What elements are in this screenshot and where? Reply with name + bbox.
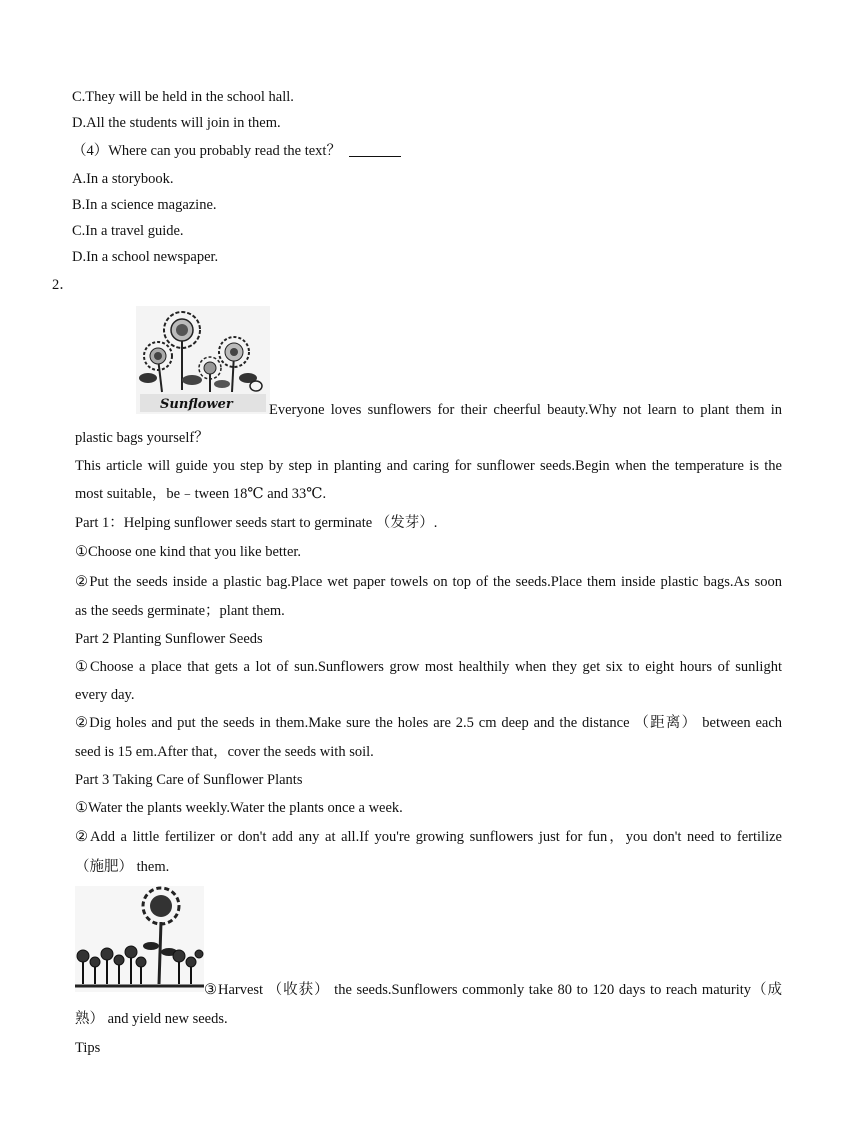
answer-blank[interactable] <box>349 142 401 157</box>
part3-step3-line1: ③Harvest （收获） the seeds.Sunflowers commonly take 80 to 120 days to reach maturity（成 <box>204 982 782 998</box>
part2-title: Part 2 Planting Sunflower Seeds <box>75 631 263 647</box>
part2-step2-line2: seed is 15 em.After that，cover the seeds with soil. <box>75 744 374 760</box>
sunflower-field-icon <box>75 886 204 992</box>
sunflower-field-illustration <box>75 886 204 992</box>
question-number: 2． <box>52 277 74 293</box>
guide-line-1: This article will guide you step by step in planting and caring for sunflower seeds.Begin when the temperature is the <box>75 458 782 474</box>
tips-heading: Tips <box>75 1040 101 1056</box>
part1-step2-line1: ②Put the seeds inside a plastic bag.Place wet paper towels on top of the seeds.Place them inside plastic bags.As soon <box>75 574 782 590</box>
part3-step2-line2: （施肥） them. <box>75 859 170 875</box>
part3-step2-line1: ②Add a little fertilizer or don't add any at all.If you're growing sunflowers just for fun，you don't need to fertilize <box>75 829 782 845</box>
intro-line-2: plastic bags yourself？ <box>75 430 209 446</box>
part2-step2-line1: ②Dig holes and put the seeds in them.Make sure the holes are 2.5 cm deep and the distance （距离） between each <box>75 715 782 731</box>
part3-step1: ①Water the plants weekly.Water the plants once a week. <box>75 800 403 816</box>
sunflower-illustration <box>136 306 270 414</box>
part1-title: Part 1：Helping sunflower seeds start to germinate （发芽）. <box>75 515 438 531</box>
option-c: C.They will be held in the school hall. <box>72 89 294 105</box>
intro-line-1: Everyone loves sunflowers for their cheerful beauty.Why not learn to plant them in <box>269 402 782 418</box>
sub4-option-c: C.In a travel guide. <box>72 223 184 239</box>
part3-title: Part 3 Taking Care of Sunflower Plants <box>75 772 303 788</box>
guide-line-2: most suitable，be﹣tween 18℃ and 33℃. <box>75 486 327 502</box>
sunflower-logo-text: Sunflower <box>160 397 233 412</box>
part2-step1-line1: ①Choose a place that gets a lot of sun.Sunflowers grow most healthily when they get six to eight hours of sunlight <box>75 659 782 675</box>
part1-step1: ①Choose one kind that you like better. <box>75 544 302 560</box>
part1-step2-line2: as the seeds germinate；plant them. <box>75 603 285 619</box>
sub4-option-b: B.In a science magazine. <box>72 197 217 213</box>
sub4-option-a: A.In a storybook. <box>72 171 174 187</box>
sub4-option-d: D.In a school newspaper. <box>72 249 219 265</box>
part2-step1-line2: every day. <box>75 687 135 703</box>
sub-question-4 <box>72 142 401 160</box>
sub-question-4-text: （4）Where can you probably read the text？ <box>72 143 341 159</box>
sunflower-drawing-icon <box>136 306 270 414</box>
part3-step3-line2: 熟） and yield new seeds. <box>75 1011 228 1027</box>
option-d: D.All the students will join in them. <box>72 115 281 131</box>
